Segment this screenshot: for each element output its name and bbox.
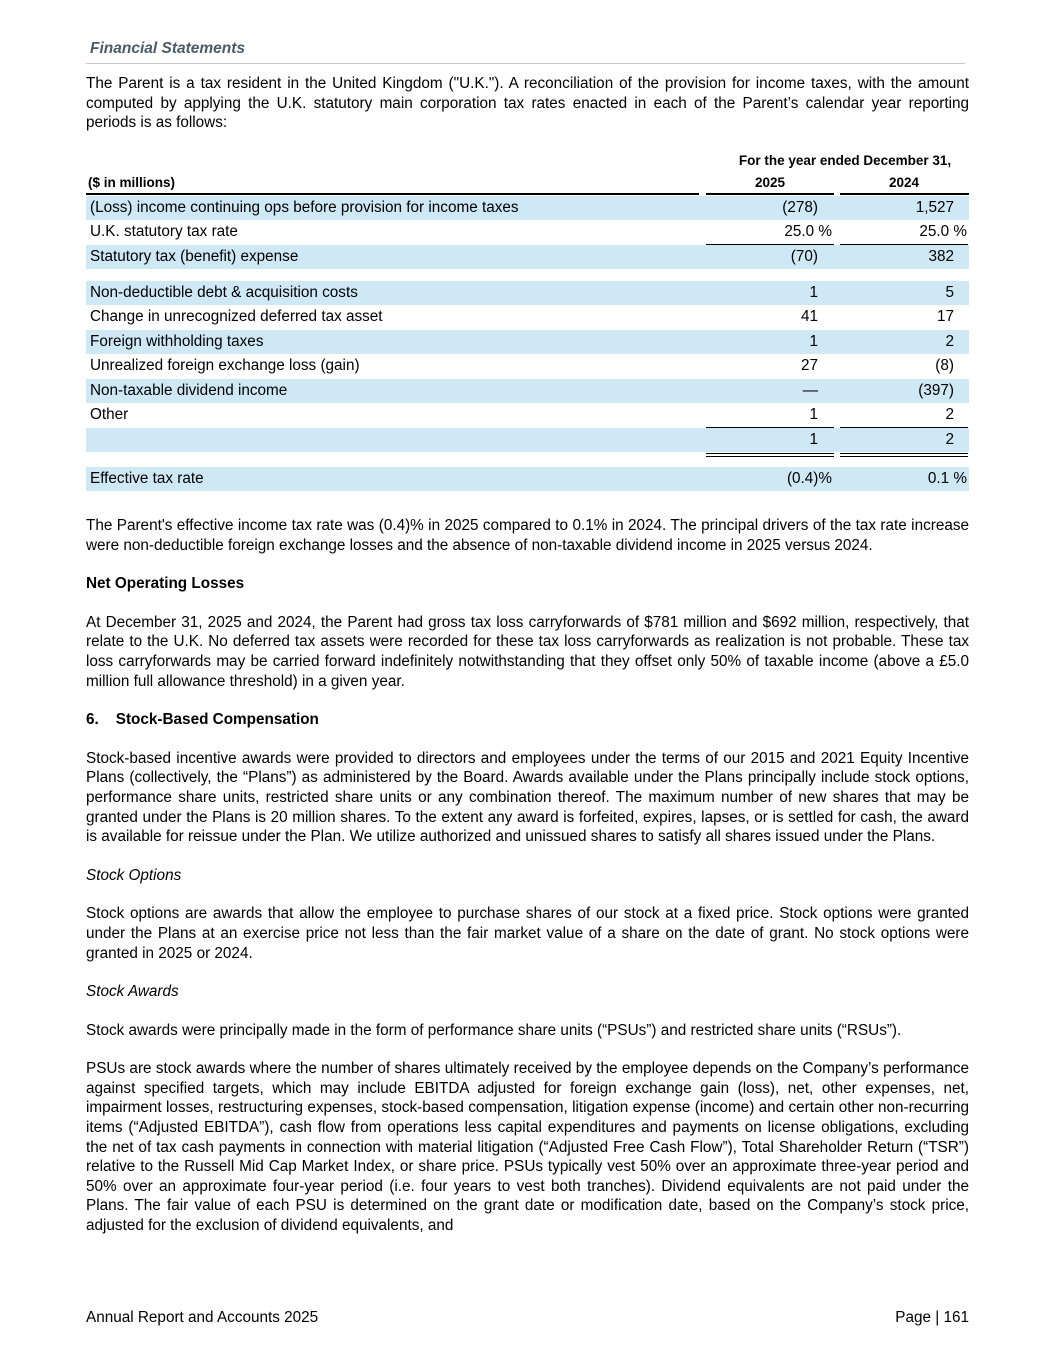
awards-paragraph: Stock awards were principally made in the form of performance share units (“PSUs”) and restricted share units (“RSUs”). [86,1021,902,1039]
table-row [86,354,969,378]
page-header-title: Financial Statements [90,40,246,57]
value-2025: 1 [809,430,818,448]
table-row [86,403,969,427]
table-row-total [86,428,969,452]
nol-paragraph: At December 31, 2025 and 2024, the Parent had gross tax loss carryforwards of $781 million and $692 million, respectively, that relate to the U.K. No deferred tax assets were recorded for these tax loss carryforwards as realization is not probable. These tax loss carryforwards may be carried forward indefinitely notwithstanding that they offset only 50% of taxable income (above a £5.0 million full allowance threshold) in a given year. [86,613,969,690]
value-2025: (70) [790,247,818,265]
table-row [86,305,969,329]
row-label: (Loss) income continuing ops before provision for income taxes [90,198,519,216]
table-row [86,196,969,220]
value-2024: 17 [936,307,954,325]
etr-paragraph: The Parent's effective income tax rate was (0.4)% in 2025 compared to 0.1% in 2024. The principal drivers of the tax rate increase were non-deductible foreign exchange losses and the absence of non-taxable dividend income in 2025 versus 2024. [86,517,969,554]
nol-heading: Net Operating Losses [86,575,245,593]
row-label: Unrealized foreign exchange loss (gain) [90,356,360,374]
row-label: Non-deductible debt & acquisition costs [90,283,358,301]
table-row [86,245,969,269]
value-2024: 2 [945,405,954,423]
period-header: For the year ended December 31, [738,152,952,168]
row-label: Other [90,405,129,423]
psu-paragraph: PSUs are stock awards where the number of shares ultimately received by the employee depends on the Company’s performance against specified targets, which may include EBITDA adjusted for foreign exchange gain (loss), net, other expenses, net, impairment losses, restructuring expenses, stock-based compensation, litigation expense (income) and certain other non-recurring items (“Adjusted EBITDA”), cash flow from operations less capital expenditures and payments on license obligations, excluding the net of tax cash payments in connection with material litigation (“Adjusted Free Cash Flow”), Total Shareholder Return (“TSR”) relative to the Russell Mid Cap Market Index, or share price. PSUs typically vest 50% over an approximate three-year period and 50% over an approximate four-year period (i.e. four years to vest both tranches). Dividend equivalents are not paid under the Plans. The fair value of each PSU is determined on the grant date or modification date, based on the Company’s stock price, adjusted for the exclusion of dividend equivalents, and [86,1060,969,1235]
sbc-heading: 6. Stock-Based Compensation [86,711,319,729]
footer-page-number: Page | 161 [895,1309,969,1326]
double-rule [840,456,968,457]
row-label: Change in unrecognized deferred tax asset [90,307,383,325]
table-row-effective-rate [86,467,969,491]
options-paragraph: Stock options are awards that allow the employee to purchase shares of our stock at a fixed price. Stock options were granted under the Plans at an exercise price not less than the fair market value of a share on the date of grant. No stock options were granted in 2025 or 2024. [86,905,969,962]
tax-reconciliation-table [86,153,969,573]
double-rule [706,456,834,457]
value-2025: 25.0 % [784,222,832,240]
value-2025: — [802,381,818,399]
value-2025: (0.4)% [786,469,832,487]
value-2024: (8) [935,356,954,374]
value-2024: 382 [928,247,954,265]
double-rule [840,453,968,454]
value-2025: 1 [809,332,818,350]
header-rule-2024 [840,193,969,195]
body-text [86,516,969,1255]
row-label: Foreign withholding taxes [90,332,264,350]
page-content [86,74,969,1235]
value-2024: 2 [945,430,954,448]
options-heading: Stock Options [86,866,182,884]
year-header-2024: 2024 [888,174,920,190]
value-2025: 27 [800,356,818,374]
value-2025: 1 [809,283,818,301]
table-row [86,220,969,244]
year-header-2025: 2025 [754,174,786,190]
row-label: Statutory tax (benefit) expense [90,247,299,265]
header-rule-2025 [706,193,834,195]
intro-paragraph: The Parent is a tax resident in the United Kingdom ("U.K."). A reconciliation of the provision for income taxes, with the amount computed by applying the U.K. statutory main corporation tax rates enacted in each of the Parent’s calendar year reporting periods is as follows: [86,75,969,132]
value-2024: 2 [945,332,954,350]
table-row [86,281,969,305]
header-divider [86,63,965,64]
row-label: U.K. statutory tax rate [90,222,238,240]
header-rule-label [86,193,699,195]
row-label: Non-taxable dividend income [90,381,288,399]
row-label: Effective tax rate [90,469,204,487]
units-label: ($ in millions) [88,174,176,190]
table-row [86,379,969,403]
awards-heading: Stock Awards [86,983,179,1001]
value-2024: 5 [945,283,954,301]
sbc-paragraph: Stock-based incentive awards were provided to directors and employees under the terms of our 2015 and 2021 Equity Incentive Plans (collectively, the “Plans”) as administered by the Board. Awards available under the Plans principally include stock options, performance share units, restricted share units or any combination thereof. The maximum number of new shares that may be granted under the Plans is 20 million shares. To the extent any award is forfeited, expires, lapses, or is settled for cash, the award is available for reissue under the Plan. We utilize authorized and unissued shares to satisfy all shares issued under the Plans. [86,749,969,846]
value-2024: 1,527 [915,198,954,216]
value-2025: 41 [800,307,818,325]
value-2024: 0.1 % [927,469,967,487]
value-2025: 1 [809,405,818,423]
footer-report-title: Annual Report and Accounts 2025 [86,1309,319,1326]
value-2024: 25.0 % [919,222,967,240]
table-row [86,330,969,354]
value-2025: (278) [782,198,818,216]
double-rule [706,453,834,454]
value-2024: (397) [918,381,954,399]
